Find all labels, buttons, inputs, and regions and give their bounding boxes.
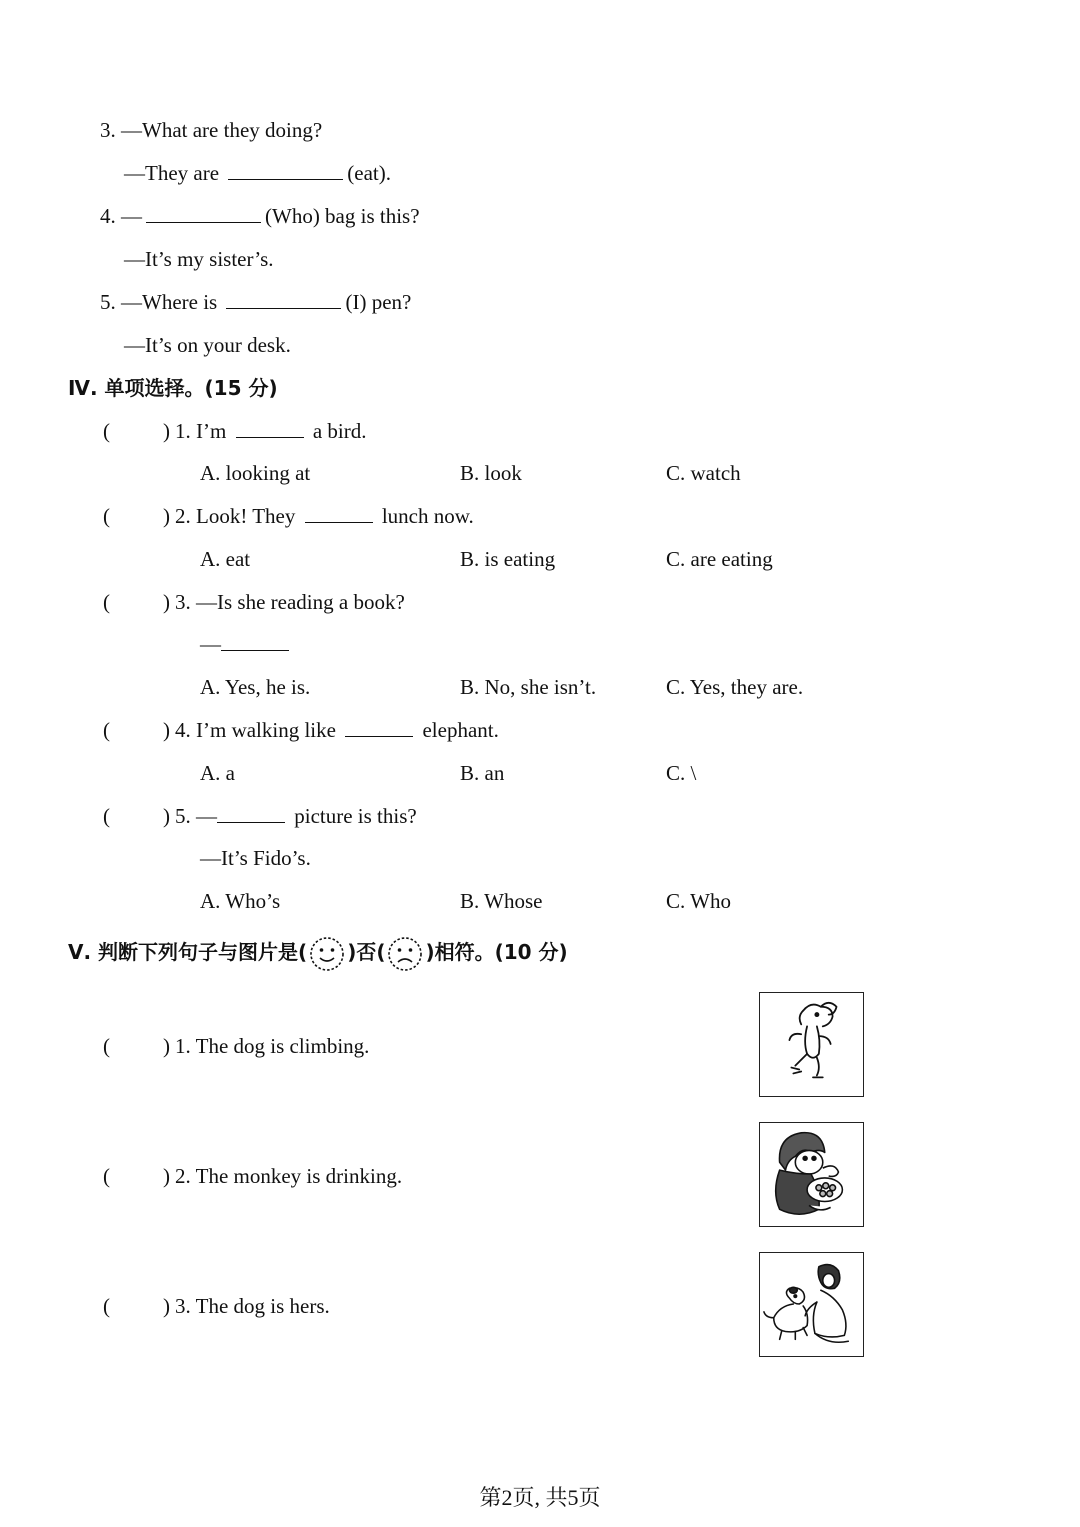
q5-line — [100, 292, 411, 313]
mc3-left-paren: ( — [103, 590, 110, 614]
q5-blank[interactable] — [226, 307, 341, 309]
page-number: 第2页, 共5页 — [479, 1485, 601, 1510]
q3-answer-prefix: —They are — [124, 161, 220, 185]
monkey-eating-picture — [759, 1122, 864, 1227]
mc2-number: 2. — [175, 504, 191, 528]
mc1-blank[interactable] — [236, 436, 304, 438]
mc3-blank[interactable] — [221, 649, 289, 651]
tf2-sentence: 2. The monkey is drinking. — [175, 1164, 403, 1188]
q5-prefix: —Where is — [121, 290, 218, 314]
section5-title-a: Ⅴ. 判断下列句子与图片是( — [68, 940, 308, 964]
dog-standing-picture — [759, 992, 864, 1097]
mc5-answer: —It’s Fido’s. — [200, 846, 311, 870]
q3-number: 3. — [100, 118, 116, 142]
q4-prefix: — — [121, 204, 142, 228]
mc2-option-c[interactable]: C. are eating — [666, 547, 773, 571]
mc1-number: 1. — [175, 419, 191, 443]
girl-with-dog-picture — [759, 1252, 864, 1357]
section5-title — [68, 933, 568, 972]
mc3-option-b[interactable]: B. No, she isn’t. — [460, 675, 597, 699]
section4-title: Ⅳ. 单项选择。(15 分) — [68, 376, 278, 400]
mc4-question — [175, 720, 499, 741]
mc3-text: —Is she reading a book? — [196, 590, 405, 614]
mc4-right-paren: ) — [163, 718, 170, 742]
q3-blank[interactable] — [228, 178, 343, 180]
mc3-right-paren: ) — [163, 590, 170, 614]
q3-line — [100, 120, 322, 141]
smiley-face-icon — [309, 936, 345, 972]
mc5-blank[interactable] — [217, 821, 285, 823]
tf1-sentence: 1. The dog is climbing. — [175, 1034, 370, 1058]
q3-question: —What are they doing? — [121, 118, 323, 142]
q4-blank[interactable] — [146, 221, 261, 223]
mc1-post: a bird. — [312, 419, 367, 443]
q5-answer: —It’s on your desk. — [124, 333, 291, 357]
q5-hint: (I) pen? — [345, 290, 412, 314]
q4-hint: (Who) bag is this? — [265, 204, 420, 228]
mc1-option-c[interactable]: C. watch — [666, 461, 741, 485]
tf1-left-paren: ( — [103, 1034, 110, 1058]
mc5-pre: — — [196, 804, 217, 828]
mc2-post: lunch now. — [381, 504, 474, 528]
mc5-option-a[interactable]: A. Who’s — [200, 889, 281, 913]
mc5-number: 5. — [175, 804, 191, 828]
tf3-right-paren: ) — [163, 1294, 170, 1318]
mc5-option-c[interactable]: C. Who — [666, 889, 731, 913]
mc2-right-paren: ) — [163, 504, 170, 528]
mc2-left-paren: ( — [103, 504, 110, 528]
mc3-number: 3. — [175, 590, 191, 614]
mc4-option-a[interactable]: A. a — [200, 761, 235, 785]
mc5-left-paren: ( — [103, 804, 110, 828]
mc1-option-a[interactable]: A. looking at — [200, 461, 311, 485]
mc2-blank[interactable] — [305, 521, 373, 523]
mc2-option-a[interactable]: A. eat — [200, 547, 251, 571]
mc5-right-paren: ) — [163, 804, 170, 828]
mc4-option-b[interactable]: B. an — [460, 761, 505, 785]
mc3-dash: — — [200, 632, 221, 656]
tf2-left-paren: ( — [103, 1164, 110, 1188]
mc4-blank[interactable] — [345, 735, 413, 737]
mc3-option-c[interactable]: C. Yes, they are. — [666, 675, 804, 699]
tf1-right-paren: ) — [163, 1034, 170, 1058]
mc1-pre: I’m — [196, 419, 227, 443]
mc5-option-b[interactable]: B. Whose — [460, 889, 543, 913]
mc5-question — [175, 806, 417, 827]
mc1-right-paren: ) — [163, 419, 170, 443]
sad-face-icon — [387, 936, 423, 972]
tf2-right-paren: ) — [163, 1164, 170, 1188]
mc3-answer-line — [200, 634, 293, 655]
q3-answer-line — [124, 163, 391, 184]
q5-number: 5. — [100, 290, 116, 314]
mc4-post: elephant. — [422, 718, 499, 742]
q4-line — [100, 206, 420, 227]
mc1-left-paren: ( — [103, 419, 110, 443]
tf3-left-paren: ( — [103, 1294, 110, 1318]
mc2-question — [175, 506, 474, 527]
section5-title-c: )相符。(10 分) — [425, 940, 568, 964]
q4-number: 4. — [100, 204, 116, 228]
section5-title-b: )否( — [347, 940, 386, 964]
mc5-post: picture is this? — [294, 804, 417, 828]
tf3-sentence: 3. The dog is hers. — [175, 1294, 330, 1318]
mc3-question — [175, 592, 405, 613]
mc2-pre: Look! They — [196, 504, 296, 528]
mc4-option-c[interactable]: C. \ — [666, 761, 697, 785]
mc4-left-paren: ( — [103, 718, 110, 742]
q3-hint: (eat). — [347, 161, 392, 185]
mc3-option-a[interactable]: A. Yes, he is. — [200, 675, 311, 699]
mc4-number: 4. — [175, 718, 191, 742]
q4-answer: —It’s my sister’s. — [124, 247, 274, 271]
mc2-option-b[interactable]: B. is eating — [460, 547, 556, 571]
mc1-question — [175, 421, 366, 442]
mc4-pre: I’m walking like — [196, 718, 336, 742]
mc1-option-b[interactable]: B. look — [460, 461, 522, 485]
